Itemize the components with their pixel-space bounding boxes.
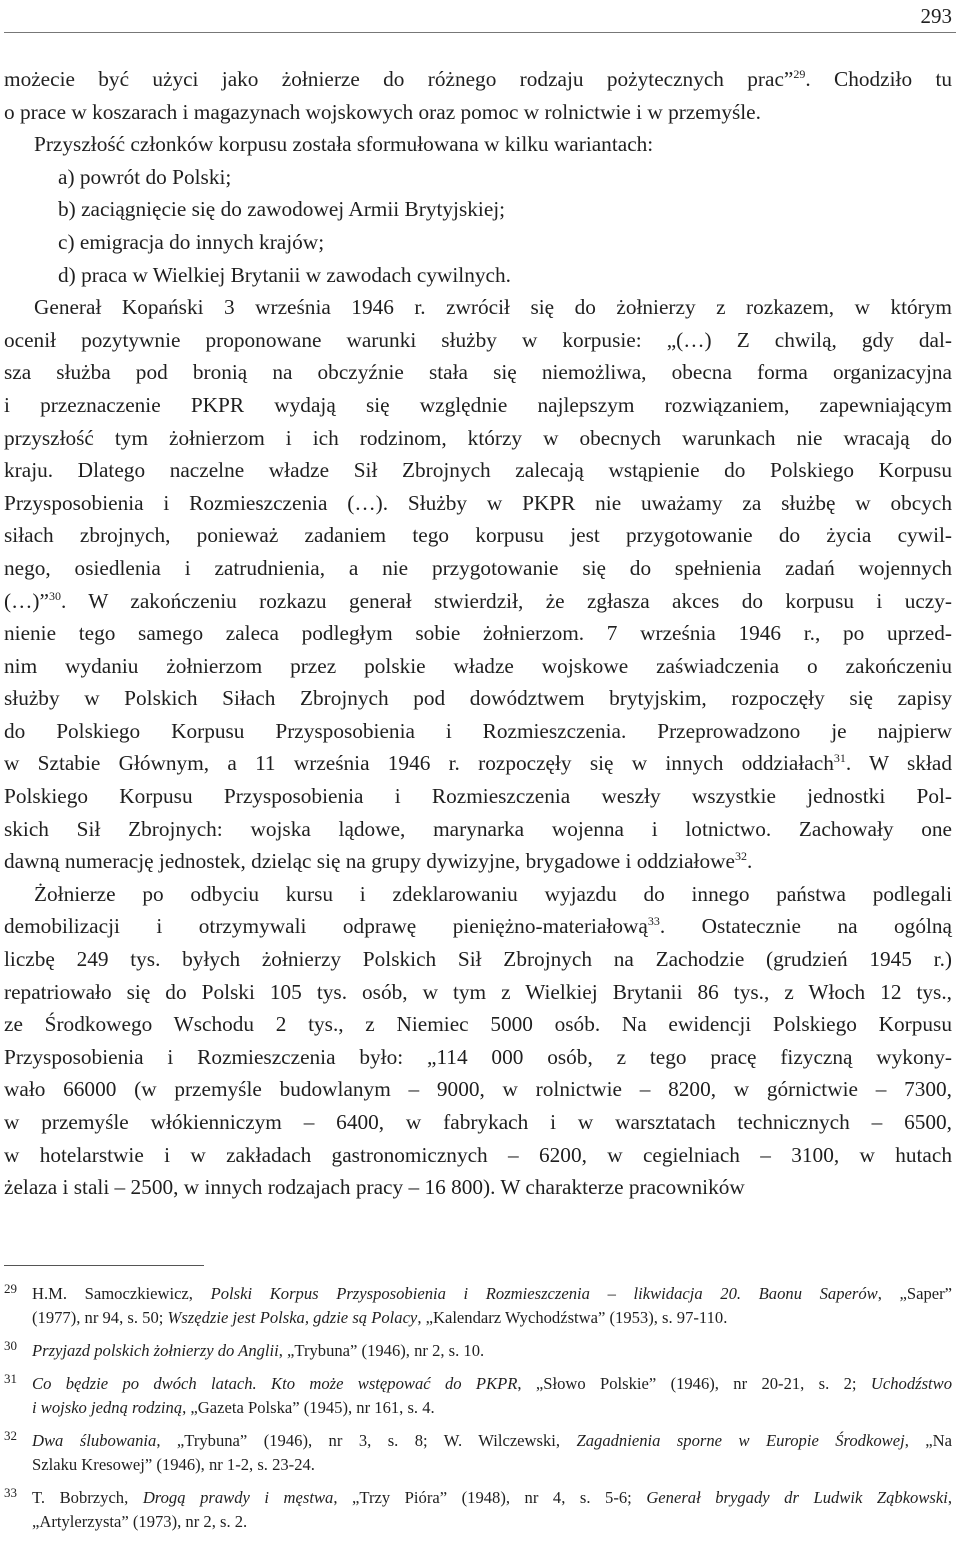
footnote-number: 29 [4, 1281, 17, 1296]
page-number: 293 [920, 4, 952, 28]
body-text-segment: dawną numerację jednostek, dzieląc się na grupy dywizyjne, brygadowe i oddziałowe [4, 849, 735, 874]
footnote-text: Szlaku Kresowej” (1946), nr 1-2, s. 23-24. [32, 1455, 315, 1474]
body-line [4, 487, 952, 520]
body-text-segment: sza służba pod bronią na obczyźnie stała się niemożliwa, obecna forma organizacyjna [4, 360, 952, 385]
body-line [4, 1139, 952, 1172]
body-text-segment: d) praca w Wielkiej Brytanii w zawodach cywilnych. [58, 262, 511, 287]
body-line [4, 1171, 952, 1204]
body-line [4, 1073, 952, 1106]
body-line [4, 128, 952, 161]
footnote-text: , [947, 1488, 953, 1507]
body-text-segment: w hotelarstwie i w zakładach gastronomicznych – 6200, w cegielniach – 3100, w hutach [4, 1142, 952, 1167]
body-line [4, 96, 952, 129]
body-line [4, 193, 952, 226]
footnote [4, 1486, 952, 1534]
footnote-ref[interactable]: 33 [647, 914, 660, 929]
body-line [4, 1041, 952, 1074]
footnote-text: , „Trzy Pióra” (1948), nr 4, s. 5-6; [333, 1488, 647, 1507]
body-text-segment: (…)” [4, 588, 49, 613]
footnote-text: , „Na [904, 1431, 952, 1450]
footnote [4, 1339, 952, 1363]
body-text-segment: o prace w koszarach i magazynach wojskowych oraz pomoc w rolnictwie i w przemyśle. [4, 99, 761, 124]
footnote-text: , „Gazeta Polska” (1945), nr 161, s. 4. [182, 1398, 435, 1417]
body-line [4, 1008, 952, 1041]
footnote-title: Co będzie po dwóch latach. Kto może wstępować do PKPR [32, 1374, 518, 1393]
body-text-segment: liczbę 249 tys. byłych żołnierzy Polskich Sił Zbrojnych na Zachodzie (grudzień 1945 r.) [4, 947, 952, 972]
footnote-line [32, 1282, 952, 1306]
body-text-segment: skich Sił Zbrojnych: wojska lądowe, marynarka wojenna i lotnictwo. Zachowały one [4, 816, 952, 841]
footnote-ref[interactable]: 32 [734, 849, 747, 864]
footnote-number: 32 [4, 1428, 17, 1443]
footnote-title: Przyjazd polskich żołnierzy do Anglii [32, 1341, 279, 1360]
body-line [4, 161, 952, 194]
footnote-line [32, 1510, 952, 1534]
footnote-line [32, 1306, 952, 1330]
footnote [4, 1282, 952, 1330]
body-line [4, 943, 952, 976]
body-text-segment: Przysposobienia i Rozmieszczenia było: „114 000 osób, z tego pracę fizyczną wykony- [4, 1044, 952, 1069]
body-line [4, 63, 952, 96]
body-text-segment: nienie tego samego zaleca podległym sobie żołnierzom. 7 września 1946 r., po uprzed- [4, 621, 952, 646]
body-line [4, 682, 952, 715]
body-text-segment: Polskiego Korpusu Przysposobienia i Rozmieszczenia weszły wszystkie jednostki Pol- [4, 784, 952, 809]
footnote-title: Uchodźstwo [870, 1374, 953, 1393]
body-line [4, 422, 952, 455]
body-text-segment: w Sztabie Głównym, a 11 września 1946 r. rozpoczęły się w innych oddziałach [4, 751, 834, 776]
footnote-number: 30 [4, 1338, 17, 1353]
body-line [4, 650, 952, 683]
body-line [4, 910, 952, 943]
body-text-segment: c) emigracja do innych krajów; [58, 229, 325, 254]
body-text-segment: Przyszłość członków korpusu została sformułowana w kilku wariantach: [34, 132, 654, 157]
footnote-text: H.M. Samoczkiewicz, [32, 1284, 211, 1303]
footnote-line [32, 1486, 952, 1510]
footnote-text: , „Saper” [877, 1284, 952, 1303]
footnote-title: Drogą prawdy i męstwa [142, 1488, 334, 1507]
body-line [4, 1106, 952, 1139]
body-line [4, 585, 952, 618]
body-text-segment: możecie być użyci jako żołnierze do różnego rodzaju pożytecznych prac” [4, 67, 794, 91]
footnote-line [32, 1453, 952, 1477]
body-text-segment: a) powrót do Polski; [58, 164, 232, 189]
body-text-segment: . W skład [845, 751, 952, 776]
body-text-segment: . Chodziło tu [805, 67, 953, 91]
body-line [4, 617, 952, 650]
body-line [4, 356, 952, 389]
body-text-segment: siłach zbrojnych, ponieważ zadaniem tego korpusu jest przygotowanie do życia cywil- [4, 523, 952, 548]
body-line [4, 715, 952, 748]
footnote-ref[interactable]: 29 [793, 66, 806, 81]
body-text-segment: przyszłość tym żołnierzom i ich rodzinom, którzy w obecnych warunkach nie wracają do [4, 425, 952, 450]
body-line [4, 454, 952, 487]
footnote-line [32, 1429, 952, 1453]
body-line [4, 813, 952, 846]
footnote-title: Dwa ślubowania [32, 1431, 157, 1450]
body-text-segment: żelaza i stali – 2500, w innych rodzajach pracy – 16 800). W charakterze pracowników [4, 1175, 745, 1200]
body-text-segment: b) zaciągnięcie się do zawodowej Armii Brytyjskiej; [58, 197, 506, 222]
body-line [4, 552, 952, 585]
footnote-text: (1977), nr 94, s. 50; [32, 1308, 168, 1327]
footnote-ref[interactable]: 30 [48, 588, 61, 603]
footnote [4, 1429, 952, 1477]
body-text-segment: Przysposobienia i Rozmieszczenia (…). Służby w PKPR nie uważamy za służbę w obcych [4, 490, 952, 515]
body-text-segment: służby w Polskich Siłach Zbrojnych pod dowództwem brytyjskim, rozpoczęły się zapisy [4, 686, 952, 711]
body-line [4, 845, 952, 878]
body-line [4, 780, 952, 813]
footnote-number: 31 [4, 1371, 17, 1386]
body-text-segment: . W zakończeniu rozkazu generał stwierdził, że zgłasza akces do korpusu i uczy- [60, 588, 952, 613]
body-line [4, 389, 952, 422]
footnote-number: 33 [4, 1485, 17, 1500]
body-line [4, 324, 952, 357]
body-text-segment: nim wydaniu żołnierzom przez polskie władze wojskowe zaświadczenia o zakończeniu [4, 653, 952, 678]
footnote-title: Generał brygady dr Ludwik Ząbkowski [646, 1488, 948, 1507]
footnote-line [32, 1396, 952, 1420]
footnote-text: , „Trybuna” (1946), nr 2, s. 10. [278, 1341, 485, 1360]
body-line [4, 291, 952, 324]
body-text-segment: w przemyśle włókienniczym – 6400, w fabrykach i w warsztatach technicznych – 6500, [4, 1110, 952, 1134]
footnote-title: Polski Korpus Przysposobienia i Rozmieszczenia – likwidacja 20. Baonu Saperów [210, 1284, 878, 1303]
footnote-text: , „Kalendarz Wychodźstwa” (1953), s. 97-110. [417, 1308, 728, 1327]
footnote [4, 1372, 952, 1420]
footnotes [4, 1282, 952, 1543]
body-line [4, 976, 952, 1009]
body-text-segment: ocenił pozytywnie proponowane warunki służby w korpusie: „(…) Z chwilą, gdy dal- [4, 327, 952, 352]
footnote-separator [4, 1265, 204, 1266]
body-text-segment: demobilizacji i otrzymywali odprawę pieniężno-materiałową [4, 914, 648, 939]
footnote-title: Zagadnienia sporne w Europie Środkowej [576, 1431, 905, 1450]
body-text-segment: ze Środkowego Wschodu 2 tys., z Niemiec 5000 osób. Na ewidencji Polskiego Korpusu [4, 1012, 952, 1037]
body-line [4, 519, 952, 552]
body-text-segment: do Polskiego Korpusu Przysposobienia i Rozmieszczenia. Przeprowadzono je najpierw [4, 718, 952, 743]
footnote-text: , „Słowo Polskie” (1946), nr 20-21, s. 2; [517, 1374, 871, 1393]
body-text-segment: i przeznaczenie PKPR wydają się względnie najlepszym rozwiązaniem, zapewniającym [4, 392, 952, 417]
footnote-text: T. Bobrzych, [32, 1488, 143, 1507]
footnote-title: i wojsko jedną rodziną [32, 1398, 183, 1417]
body-line [4, 878, 952, 911]
footnote-text: , „Trybuna” (1946), nr 3, s. 8; W. Wilczewski, [156, 1431, 577, 1450]
body-text-segment: . [746, 849, 753, 874]
footnote-title: Wszędzie jest Polska, gdzie są Polacy [167, 1308, 418, 1327]
body-text-segment: repatriowało się do Polski 105 tys. osób, w tym z Wielkiej Brytanii 86 tys., z Włoch 12 tys., [4, 979, 952, 1004]
body-text-segment: kraju. Dlatego naczelne władze Sił Zbrojnych zalecają wstąpienie do Polskiego Korpusu [4, 458, 952, 483]
body-text-segment: wało 66000 (w przemyśle budowlanym – 9000, w rolnictwie – 8200, w górnictwie – 7300, [4, 1077, 952, 1102]
header-rule [4, 32, 956, 33]
body-text-segment: . Ostatecznie na ogólną [659, 914, 952, 939]
footnote-text: „Artylerzysta” (1973), nr 2, s. 2. [32, 1512, 248, 1531]
body-line [4, 747, 952, 780]
footnote-line [32, 1372, 952, 1396]
body-text-segment: Generał Kopański 3 września 1946 r. zwrócił się do żołnierzy z rozkazem, w którym [34, 295, 952, 320]
body-line [4, 226, 952, 259]
body-text-segment: Żołnierze po odbyciu kursu i zdeklarowaniu wyjazdu do innego państwa podlegali [34, 881, 952, 906]
footnote-ref[interactable]: 31 [833, 751, 846, 766]
body-line [4, 259, 952, 292]
footnote-line [32, 1339, 952, 1363]
body-text [4, 63, 952, 1204]
body-text-segment: nego, osiedlenia i zatrudnienia, a nie przygotowanie się do spełnienia zadań wojennych [4, 555, 952, 580]
